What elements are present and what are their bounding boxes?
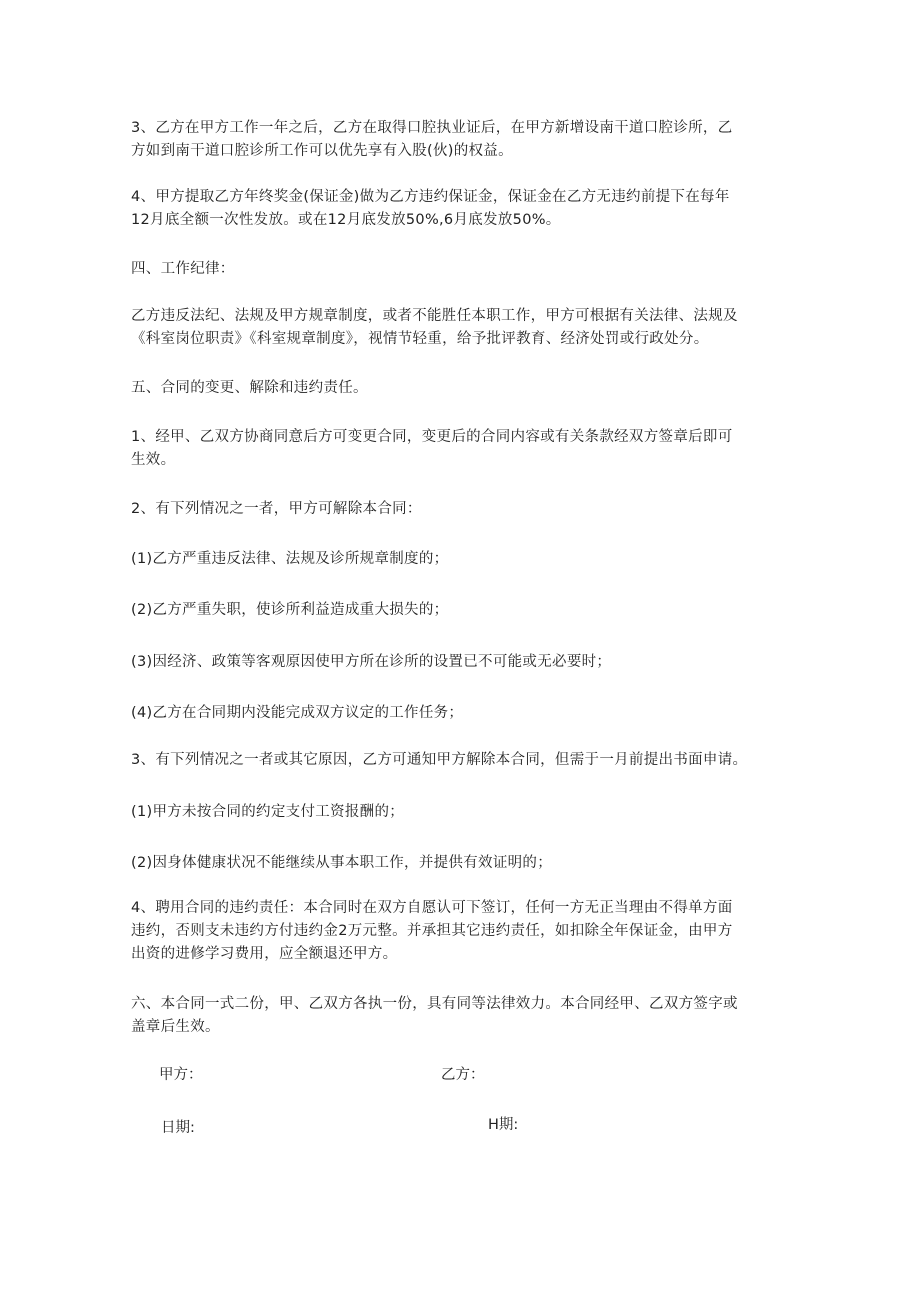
paragraph-clause-5-1 <box>131 426 796 472</box>
text-line: (4)乙方在合同期内没能完成双方议定的工作任务； <box>131 705 464 721</box>
text-line: 乙方违反法纪、法规及甲方规章制度，或者不能胜任本职工作，甲方可根据有关法律、法规及 <box>131 308 738 324</box>
paragraph-clause-3-4 <box>131 186 796 232</box>
paragraph-clause-5-2 <box>131 498 796 521</box>
text-line: (1)乙方严重违反法律、法规及诊所规章制度的； <box>131 551 449 567</box>
paragraph-clause-3-3 <box>131 117 796 163</box>
text-line: 12月底全额一次性发放。或在12月底发放50%,6月底发放50%。 <box>131 212 561 228</box>
text-line: 2、有下列情况之一者，甲方可解除本合同： <box>131 501 422 517</box>
paragraph-clause-5-2-4 <box>131 702 796 725</box>
paragraph-clause-5-2-1 <box>131 548 796 571</box>
text-line: (2)因身体健康状况不能继续从事本职工作，并提供有效证明的； <box>131 855 553 871</box>
text-line: 方如到南干道口腔诊所工作可以优先享有入股(伙)的权益。 <box>131 143 513 159</box>
text-line: 盖章后生效。 <box>131 1019 220 1035</box>
text-line: 1、经甲、乙双方协商同意后方可变更合同，变更后的合同内容或有关条款经双方签章后即可 <box>131 429 733 445</box>
text-line: 出资的进修学习费用，应全额退还甲方。 <box>131 946 398 962</box>
paragraph-clause-5-4 <box>131 897 796 966</box>
party-b-signature-label: 乙方： <box>441 1067 485 1083</box>
text-line: 3、有下列情况之一者或其它原因，乙方可通知甲方解除本合同，但需于一月前提出书面申请。 <box>131 752 748 768</box>
party-a-date-label: 日期: <box>161 1120 195 1136</box>
paragraph-clause-5-2-2 <box>131 599 796 622</box>
text-line: (3)因经济、政策等客观原因使甲方所在诊所的设置已不可能或无必要时； <box>131 654 612 670</box>
text-line: 4、聘用合同的违约责任：本合同时在双方自愿认可下签订，任何一方无正当理由不得单方面 <box>131 900 733 916</box>
text-line: 六、本合同一式二份，甲、乙双方各执一份，具有同等法律效力。本合同经甲、乙双方签字或 <box>131 996 738 1012</box>
party-b-date-label: H期: <box>488 1117 519 1133</box>
text-line: 违约，否则支未违约方付违约金2万元整。并承担其它违约责任，如扣除全年保证金，由甲方 <box>131 923 733 939</box>
paragraph-section-6 <box>131 993 796 1039</box>
text-line: 4、甲方提取乙方年终奖金(保证金)做为乙方违约保证金，保证金在乙方无违约前提下在每年 <box>131 189 730 205</box>
section-heading-discipline <box>131 258 796 281</box>
text-line: 五、合同的变更、解除和违约责任。 <box>131 380 368 396</box>
section-heading-change-termination <box>131 377 796 400</box>
text-line: 3、乙方在甲方工作一年之后，乙方在取得口腔执业证后，在甲方新增设南干道口腔诊所，乙 <box>131 120 733 136</box>
paragraph-discipline-body <box>131 305 796 351</box>
paragraph-clause-5-3-2 <box>131 852 796 875</box>
text-line: (1)甲方未按合同的约定支付工资报酬的； <box>131 804 405 820</box>
text-line: (2)乙方严重失职，使诊所利益造成重大损失的； <box>131 602 449 618</box>
party-a-signature-label: 甲方： <box>159 1067 203 1083</box>
text-line: 生效。 <box>131 452 176 468</box>
paragraph-clause-5-3 <box>131 749 796 772</box>
paragraph-clause-5-2-3 <box>131 651 796 674</box>
paragraph-clause-5-3-1 <box>131 801 796 824</box>
text-line: 四、工作纪律： <box>131 261 235 277</box>
text-line: 《科室岗位职责》《科室规章制度》，视情节轻重，给予批评教育、经济处罚或行政处分。 <box>131 331 709 347</box>
